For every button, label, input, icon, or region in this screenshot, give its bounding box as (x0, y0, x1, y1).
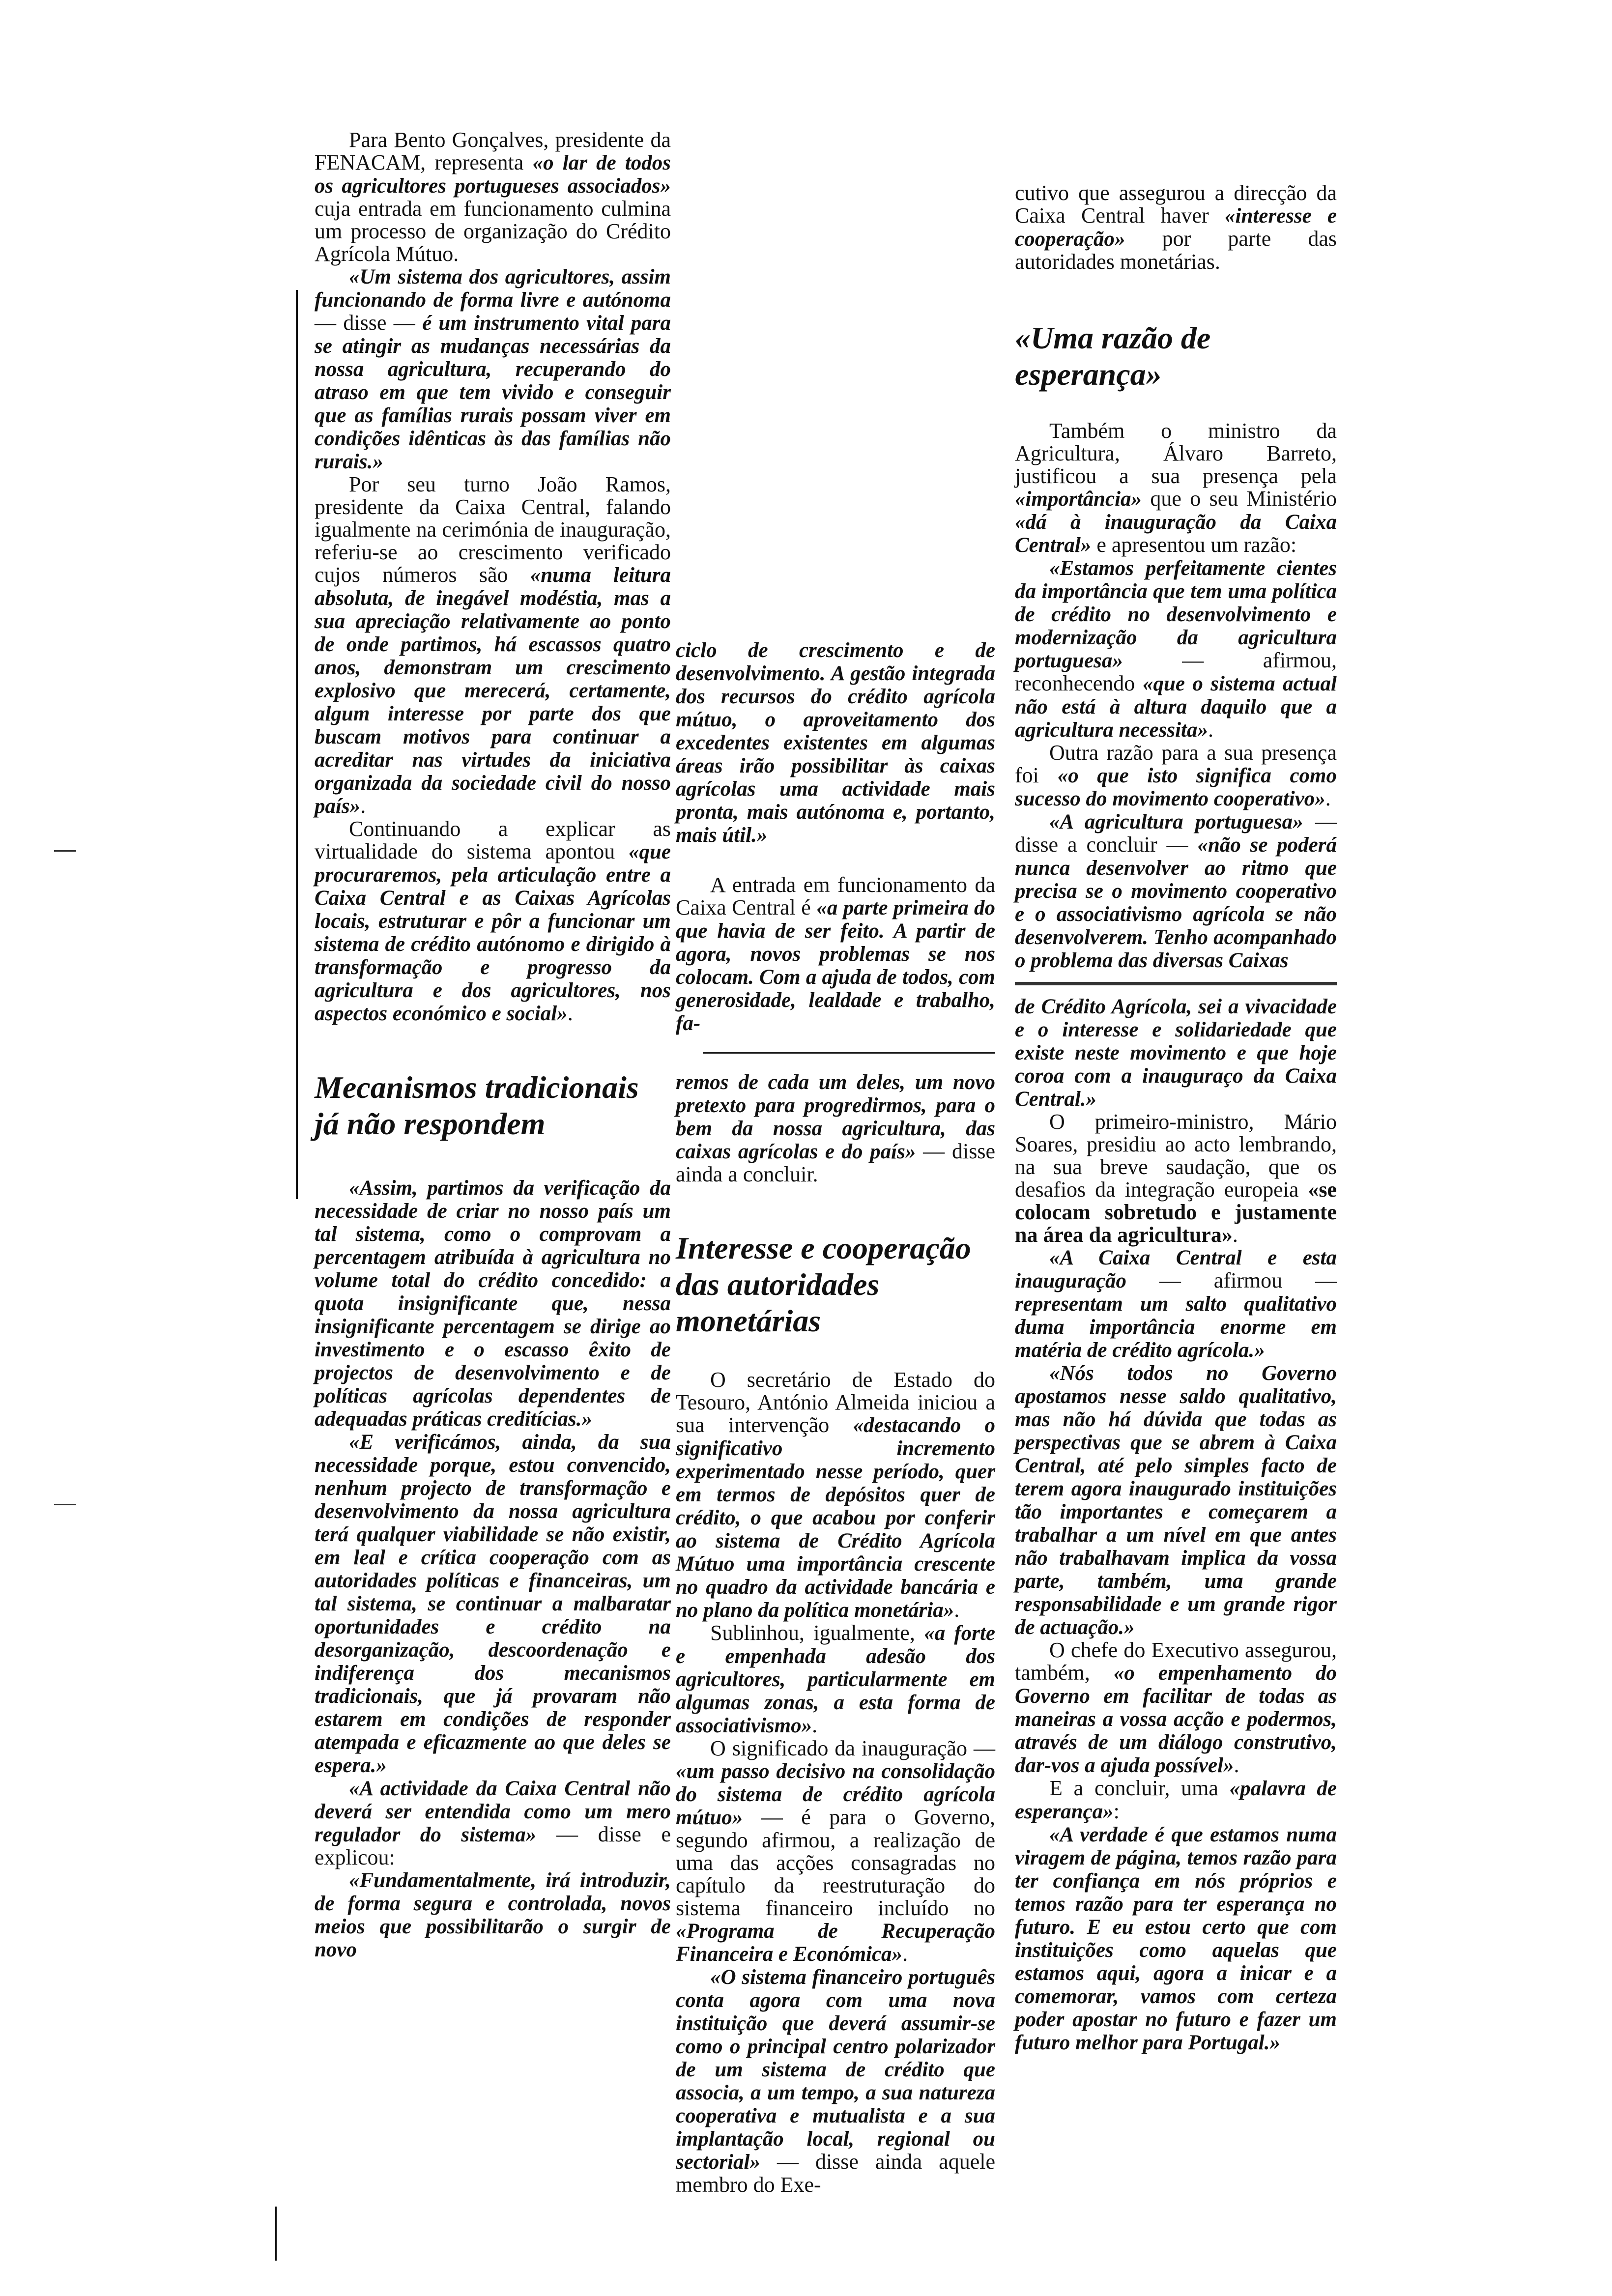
paragraph (676, 1966, 995, 2196)
paragraph (676, 1071, 995, 1186)
scan-mark (54, 1504, 76, 1505)
quotation-text: «Estamos perfeitamente cientes da importância que tem uma política de crédito no desenvolvimento e modernização da agricultura portuguesa» (1015, 557, 1337, 672)
subheading-interesse (676, 1230, 995, 1339)
section-heading: Interesse e cooperação das autoridades monetárias (676, 1231, 971, 1338)
body-text: que o seu Ministério (1142, 487, 1337, 511)
quotation-text: «que o sistema actual não está à altura daquilo que a agricultura necessita» (1015, 672, 1337, 742)
body-text: . (360, 794, 366, 818)
scan-mark (54, 850, 76, 852)
quotation-text: «o empenhamento do Governo em facilitar de todas as maneiras a vossa acção e podermos, através de um diálogo construtivo, dar-vos a ajuda possível» (1015, 1662, 1337, 1777)
body-text: O chefe do Executivo assegurou, também, (1015, 1638, 1337, 1685)
paragraph (315, 1869, 671, 1961)
quotation-text: «o lar de todos os agricultores portugueses associados» (315, 151, 671, 198)
paragraph (315, 1431, 671, 1777)
body-text: . (1325, 786, 1331, 810)
column-1-bottom (315, 1177, 671, 1961)
quotation-text: «destacando o significativo incremento experimentado nesse período, quer em termos de depósitos quer de crédito, o que acabou por conferir ao sistema de Crédito Agrícola Mútuo uma importância crescente no quadro da actividade bancária e no plano da política monetária» (676, 1414, 995, 1622)
body-text: cuja entrada em funcionamento culmina um processo de organização do Crédito Agrícola Mútuo. (315, 197, 671, 266)
paragraph (676, 639, 995, 847)
body-text: e apresentou um razão: (1091, 533, 1297, 557)
quotation-text: «O sistema financeiro português conta agora com uma nova instituição que deverá assumir-se como o principal centro polarizador de um sistema de crédito que associa, a um tempo, a sua natureza cooperativa e mutualista e a sua implantação local, regional ou sectorial» (676, 1966, 995, 2174)
paragraph (1015, 1111, 1337, 1246)
quotation-text: é um instrumento vital para se atingir as mudanças necessárias da nossa agricultura, recuperando do atraso em que tem vivido e conseguir que as famílias rurais possam viver em condições idênticas às das famílias não rurais.» (315, 312, 671, 473)
body-text: Sublinhou, igualmente, (710, 1621, 924, 1645)
paragraph (1015, 810, 1337, 972)
paragraph (676, 874, 995, 1035)
quotation-text: «numa leitura absoluta, de inegável modéstia, mas a sua apreciação relativamente ao ponto de onde partimos, há escassos quatro anos, demonstram um crescimento explosivo que merecerá, certamente, algum interesse por parte dos que buscam motivos para continuar a acreditar nas virtudes da iniciativa organizada da sociedade civil do nosso país» (315, 564, 671, 818)
body-text: . (954, 1598, 960, 1622)
body-text: E a concluir, uma (1049, 1776, 1230, 1800)
body-text: A entrada em funcionamento da Caixa Central é (676, 873, 995, 919)
quotation-text: «dá à inauguração da Caixa Central» (1015, 511, 1337, 557)
paragraph (315, 1177, 671, 1431)
column-2-bottom (676, 1369, 995, 2196)
paragraph (315, 265, 671, 473)
paragraph (1015, 1362, 1337, 1639)
paragraph (315, 1777, 671, 1869)
body-text: — é para o Governo, segundo afirmou, a realização de uma das acções consagradas no capítulo da reestruturação do sistema financeiro incluído no (676, 1805, 995, 1920)
paragraph (676, 1622, 995, 1737)
column-2-continuation (676, 1071, 995, 1186)
subheading-esperanca (1015, 320, 1337, 393)
body-text: . (567, 1001, 573, 1025)
body-text: — disse — (315, 311, 423, 335)
paragraph (1015, 420, 1337, 557)
quotation-text: «E verificámos, ainda, da sua necessidade porque, estou convencido, nenhum projecto de transformação e desenvolvimento da nossa agricultura terá qualquer viabilidade se não existir, em leal e crítica cooperação com as autoridades políticas e financeiras, um tal sistema, se continuar a malbaratar oportunidades e crédito na desorganização, descoordenação e indiferença dos mecanismos tradicionais, que já provaram não estarem em condições de responder atempada e eficazmente ao que deles se espera.» (315, 1431, 671, 1777)
body-text: Para Bento Gonçalves, presidente da FENACAM, representa (315, 128, 671, 174)
column-3 (1015, 182, 1337, 2054)
quotation-text: ciclo de crescimento e de desenvolvimento. A gestão integrada dos recursos do crédito agrícola mútuo, o aproveitamento dos excedentes existentes em algumas áreas irão possibilitar às caixas agrícolas uma actividade mais pronta, mais autónoma e, portanto, mais útil.» (676, 639, 995, 847)
paragraph (315, 473, 671, 818)
body-text: — afirmou, reconhecendo (1015, 648, 1337, 695)
body-text: — disse e explicou: (315, 1822, 671, 1869)
paragraph (676, 1369, 995, 1622)
column-1-top (315, 129, 671, 1025)
body-text: cutivo que assegurou a direcção da Caixa Central haver (1015, 181, 1337, 228)
body-text: . (1234, 1753, 1239, 1777)
paragraph (315, 818, 671, 1025)
paragraph (315, 129, 671, 265)
body-text: . (902, 1942, 908, 1966)
column-break-rule (703, 1052, 995, 1054)
column-3-middle (1015, 420, 1337, 972)
quotation-text: representam um salto qualitativo duma importância enorme em matéria de crédito agrícola.» (1015, 1292, 1337, 1362)
quotation-text: «Um sistema dos agricultores, assim funcionando de forma livre e autónoma (315, 265, 671, 312)
quotation-text: «A agricultura portuguesa» (1049, 810, 1303, 833)
quotation-text: remos de cada um deles, um novo pretexto para progredirmos, para o bem da nossa agricultura, das caixas agrícolas e do país» (676, 1071, 995, 1163)
quotation-text: «interesse e cooperação» (1015, 204, 1337, 251)
quotation-text: «palavra de esperança» (1015, 1777, 1337, 1823)
paragraph (1015, 1777, 1337, 1823)
paragraph (1015, 995, 1337, 1111)
paragraph (676, 1737, 995, 1966)
body-text: — disse ainda aquele membro do Exe- (676, 2150, 995, 2197)
bold-quotation-text: «se colocam sobretudo e justamente na área da agricultura» (1015, 1177, 1337, 1247)
body-text: Por seu turno João Ramos, presidente da Caixa Central, falando igualmente na cerimónia de inauguração, referiu-se ao crescimento verificado cujos números são (315, 472, 671, 587)
section-heading: «Uma razão de esperança» (1015, 320, 1211, 392)
quotation-text: «a parte primeira do que havia de ser feito. A partir de agora, novos problemas se nos colocam. Com a ajuda de todos, com generosidade, lealdade e trabalho, fa- (676, 896, 995, 1035)
quotation-text: «que procuraremos, pela articulação entre a Caixa Central e as Caixas Agrícolas locais, estruturar e pôr a funcionar um sistema de crédito autónomo e dirigido à transformação e progresso da agricultura e dos agricultores, nos aspectos económico e social» (315, 840, 671, 1025)
body-text: O significado da inauguração — (710, 1736, 995, 1760)
body-text: — disse a concluir — (1015, 809, 1337, 857)
paragraph (1015, 1639, 1337, 1777)
quotation-text: «A verdade é que estamos numa viragem de página, temos razão para ter confiança em nós próprios e temos razão para ter esperança no futuro. E eu estou certo que com instituições como aquelas que estamos aqui, agora a inicar e a comemorar, vamos com certeza poder apostar no futuro e fazer um futuro melhor para Portugal.» (1015, 1823, 1337, 2054)
subheading-mecanismos (315, 1069, 671, 1142)
body-text: — afirmou — (1126, 1268, 1337, 1292)
column-break-rule (1015, 982, 1337, 985)
body-text: . (1208, 718, 1214, 742)
section-heading: Mecanismos tradicionais já não respondem (315, 1070, 639, 1141)
body-text: Continuando a explicar as virtualidade do sistema apontou (315, 817, 671, 863)
paragraph (1015, 1246, 1337, 1362)
quotation-text: «Programa de Recuperação Financeira e Económica» (676, 1920, 995, 1966)
quotation-text: «Assim, partimos da verificação da necessidade de criar no nosso país um tal sistema, como o comprovam a percentagem atribuída à agricultura no volume total do crédito concedido: a quota insignificante que, nessa insignificante percentagem se dirige ao investimento e o escasso êxito de projectos de desenvolvimento e de políticas agrícolas dependentes de adequadas práticas creditícias.» (315, 1177, 671, 1431)
paragraph (1015, 1823, 1337, 2054)
quotation-text: «Nós todos no Governo apostamos nesse saldo qualitativo, mas não há dúvida que todas as perspectivas que se abrem à Caixa Central, até pelo simples facto de terem agora inaugurado instituições tão importantes e começarem a trabalhar a um nível em que antes não trabalhavam implica da vossa parte, também, uma grande responsabilidade e um grande rigor de actuação.» (1015, 1362, 1337, 1639)
quotation-text: «A Caixa Central e esta inauguração (1015, 1246, 1337, 1292)
quotation-text: «o que isto significa como sucesso do movimento cooperativo» (1015, 764, 1337, 810)
body-text: — disse ainda a concluir. (676, 1139, 995, 1186)
paragraph (1015, 742, 1337, 810)
quotation-text: «a forte e empenhada adesão dos agricultores, particularmente em algumas zonas, a esta forma de associativismo» (676, 1622, 996, 1737)
paragraph (1015, 557, 1337, 742)
quotation-text: «Fundamentalmente, irá introduzir, de forma segura e controlada, novos meios que possibilitarão o surgir de novo (315, 1869, 671, 1961)
paragraph (1015, 182, 1337, 273)
body-text: por parte das autoridades monetárias. (1015, 227, 1337, 274)
quotation-text: «não se poderá nunca desenvolver ao ritmo que precisa se o movimento cooperativo e o associativismo agrícola se não desenvolverem. Tenho acompanhado o problema das diversas Caixas (1015, 833, 1337, 972)
quotation-text: «A actividade da Caixa Central não deverá ser entendida como um mero regulador do sistema» (315, 1777, 671, 1846)
column-3-top (1015, 182, 1337, 273)
body-text: Outra razão para a sua presença foi (1015, 741, 1337, 787)
quotation-text: «um passo decisivo na consolidação do sistema de crédito agrícola mútuo» (676, 1760, 995, 1829)
column-3-bottom (1015, 995, 1337, 2054)
quotation-text: de Crédito Agrícola, sei a vivacidade e o interesse e solidariedade que existe neste movimento e que hoje coroa com a inauguraço da Caixa Central.» (1015, 995, 1337, 1111)
column-1 (315, 129, 671, 1961)
body-text: . (1232, 1223, 1238, 1247)
column-margin-bar (296, 290, 298, 1199)
column-2 (676, 639, 995, 2196)
quotation-text: «importância» (1015, 488, 1142, 511)
body-text: Também o ministro da Agricultura, Álvaro Barreto, justificou a sua presença pela (1015, 419, 1337, 488)
body-text: . (812, 1713, 818, 1737)
body-text: O primeiro-ministro, Mário Soares, presidiu ao acto lembrando, na sua breve saudação, que os desafios da integração europeia (1015, 1110, 1337, 1202)
body-text: : (1113, 1799, 1120, 1823)
column-margin-bar (275, 2207, 277, 2261)
body-text: O secretário de Estado do Tesouro, António Almeida iniciou a sua intervenção (676, 1368, 995, 1437)
column-2-top (676, 639, 995, 1035)
